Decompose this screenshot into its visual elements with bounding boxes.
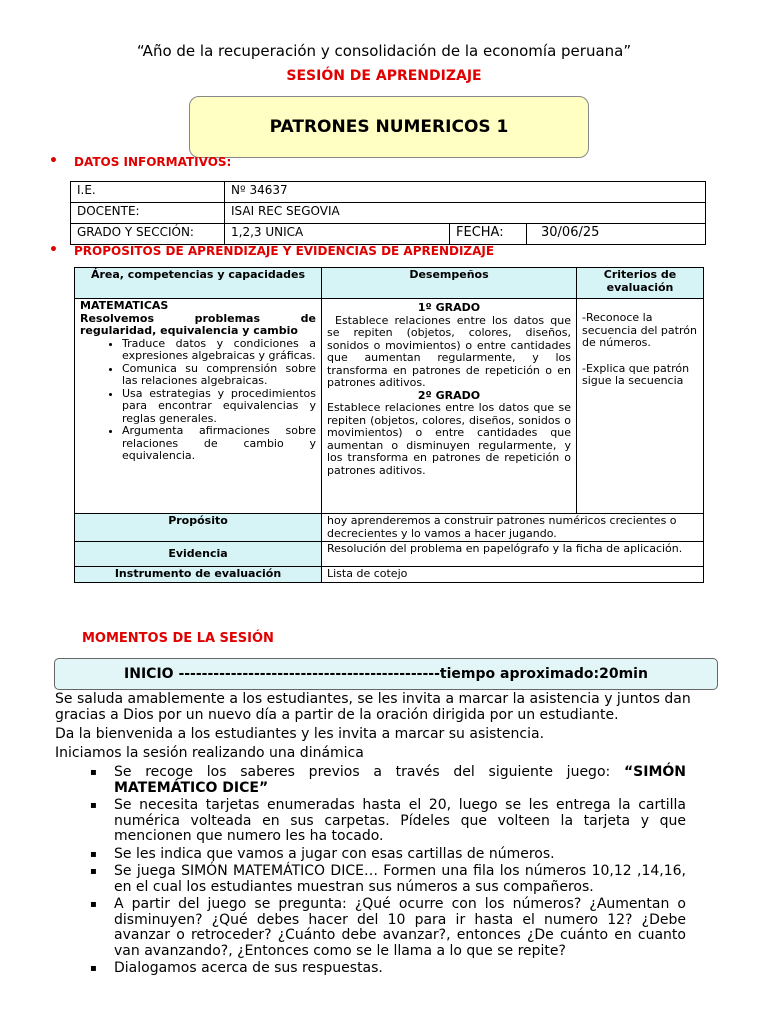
list-item (90, 897, 686, 959)
inicio-label: INICIO ---------------------------------------------tiempo aproximado:20min (124, 666, 648, 682)
list-item (90, 798, 686, 845)
bullet-icon: • (49, 153, 58, 169)
criterio-1: -Reconoce la secuencia del patrón de números. (582, 311, 697, 349)
inicio-box (54, 658, 718, 690)
grado-1-title: 1º GRADO (417, 301, 481, 314)
propositos-heading-text: PROPOSITOS DE APRENDIZAJE Y EVIDENCIAS DE APRENDIZAJE (74, 244, 495, 258)
bullet-icon: • (49, 242, 58, 258)
step-2-text: Se necesita tarjetas enumeradas hasta el 20, luego se les entrega la cartilla numérica volteada en sus carpetas. Pídeles que volteen la tarjeta y que mencionen que numero les ha tocado. (114, 797, 686, 844)
desempenos-cell (322, 299, 577, 514)
square-bullet-icon: ▪ (90, 800, 97, 811)
step-3-text: Se les indica que vamos a jugar con esas cartillas de números. (114, 845, 555, 862)
page-title: PATRONES NUMERICOS 1 (269, 117, 509, 137)
propositos-heading (49, 242, 495, 258)
desempeno-2: Establece relaciones entre los datos que se repiten (objetos, colores, diseños, sonidos o movimientos) o entre cantidades que aumentan o disminuyen regularmente, y los transforma en patrones de repetición o patrones aditivos. (327, 401, 571, 477)
datos-heading (49, 153, 232, 169)
square-bullet-icon: ▪ (90, 848, 97, 860)
step-1-bold: “SIMÓN MATEMÁTICO DICE” (114, 764, 686, 796)
datos-table (70, 181, 706, 245)
list-item: • Usa estrategias y procedimientos para encontrar equivalencias y reglas generales. (122, 388, 316, 426)
paragraph-1: Se saluda amablemente a los estudiantes, se les invita a marcar la asistencia y juntos dan gracias a Dios por un nuevo día a partir de la oración dirigida por un estudiante. (55, 691, 691, 723)
instrumento-value: Lista de cotejo (322, 567, 704, 583)
fecha-label: FECHA: (450, 224, 527, 245)
list-item (90, 847, 686, 863)
square-bullet-icon: ▪ (90, 767, 97, 778)
criterios-cell (577, 299, 704, 514)
capacidades-list (80, 338, 316, 463)
step-5-text: A partir del juego se pregunta: ¿Qué ocurre con los números? ¿Aumentan o disminuyen? ¿Qué debes hacer del 10 para ir hasta el numero 12? ¿Debe avanzar o retroceder? ¿Cuánto debe avanzar?, entonces ¿De cuánto en cuanto van avanzando?, ¿Entonces como se le llama a lo que se repite? (114, 896, 686, 959)
evidencia-label: Evidencia (75, 542, 322, 567)
paragraph-2: Da la bienvenida a los estudiantes y les invita a marcar su asistencia. (55, 726, 545, 742)
steps-list (90, 765, 686, 979)
session-label: SESIÓN DE APRENDIZAJE (286, 68, 482, 84)
proposito-value: hoy aprenderemos a construir patrones numéricos crecientes o decrecientes y lo vamos a hacer jugando. (322, 514, 704, 542)
list-item (90, 864, 686, 895)
list-item: • Traduce datos y condiciones a expresiones algebraicas y gráficas. (122, 338, 316, 363)
col-desempenos-header: Desempeños (322, 268, 577, 299)
list-item (90, 765, 686, 796)
step-1-text: Se recoge los saberes previos a través del siguiente juego: (114, 764, 624, 780)
step-6-text: Dialogamos acerca de sus respuestas. (114, 960, 383, 976)
paragraph-3: Iniciamos la sesión realizando una dinámica (55, 745, 364, 761)
square-bullet-icon: ▪ (90, 866, 97, 877)
evidencia-value: Resolución del problema en papelógrafo y la ficha de aplicación. (322, 542, 704, 567)
step-4-text: Se juega SIMÓN MATEMÁTICO DICE… Formen una fila los números 10,12 ,14,16, en el cual los estudiantes muestran sus números a sus compañeros. (114, 863, 686, 895)
docente-value: ISAI REC SEGOVIA (225, 203, 706, 224)
momentos-heading: MOMENTOS DE LA SESIÓN (82, 631, 274, 646)
grado-2-title: 2º GRADO (417, 388, 481, 402)
proposito-label: Propósito (75, 514, 322, 542)
instrumento-label: Instrumento de evaluación (75, 567, 322, 583)
list-item: • Comunica su comprensión sobre las relaciones algebraicas. (122, 363, 316, 388)
col-area-header: Área, competencias y capacidades (75, 268, 322, 299)
ie-label: I.E. (71, 182, 225, 203)
datos-heading-text: DATOS INFORMATIVOS: (74, 155, 232, 169)
grado-value: 1,2,3 UNICA (225, 224, 450, 245)
area-name: MATEMATICAS (80, 299, 169, 312)
competencia: Resolvemos problemas de regularidad, equivalencia y cambio (80, 311, 316, 337)
propositos-table (74, 267, 704, 583)
docente-label: DOCENTE: (71, 203, 225, 224)
grado-label: GRADO Y SECCIÓN: (71, 224, 225, 245)
desempeno-1: Establece relaciones entre los datos que se repiten (objetos, colores, diseños, sonidos o movimientos) o entre cantidades que aumentan regularmente, y los transforma en patrones de repetición o en patrones aditivos. (327, 313, 571, 389)
ie-value: Nº 34637 (225, 182, 706, 203)
motto: “Año de la recuperación y consolidación de la economía peruana” (136, 42, 632, 60)
list-item: • Argumenta afirmaciones sobre relaciones de cambio y equivalencia. (122, 425, 316, 463)
col-criterios-header: Criterios de evaluación (577, 268, 704, 299)
square-bullet-icon: ▪ (90, 899, 97, 910)
title-box (189, 96, 589, 158)
fecha-value: 30/06/25 (527, 224, 706, 245)
criterio-2: -Explica que patrón sigue la secuencia (582, 361, 690, 387)
square-bullet-icon: ▪ (90, 963, 97, 974)
area-cell (75, 299, 322, 514)
list-item (90, 961, 686, 977)
